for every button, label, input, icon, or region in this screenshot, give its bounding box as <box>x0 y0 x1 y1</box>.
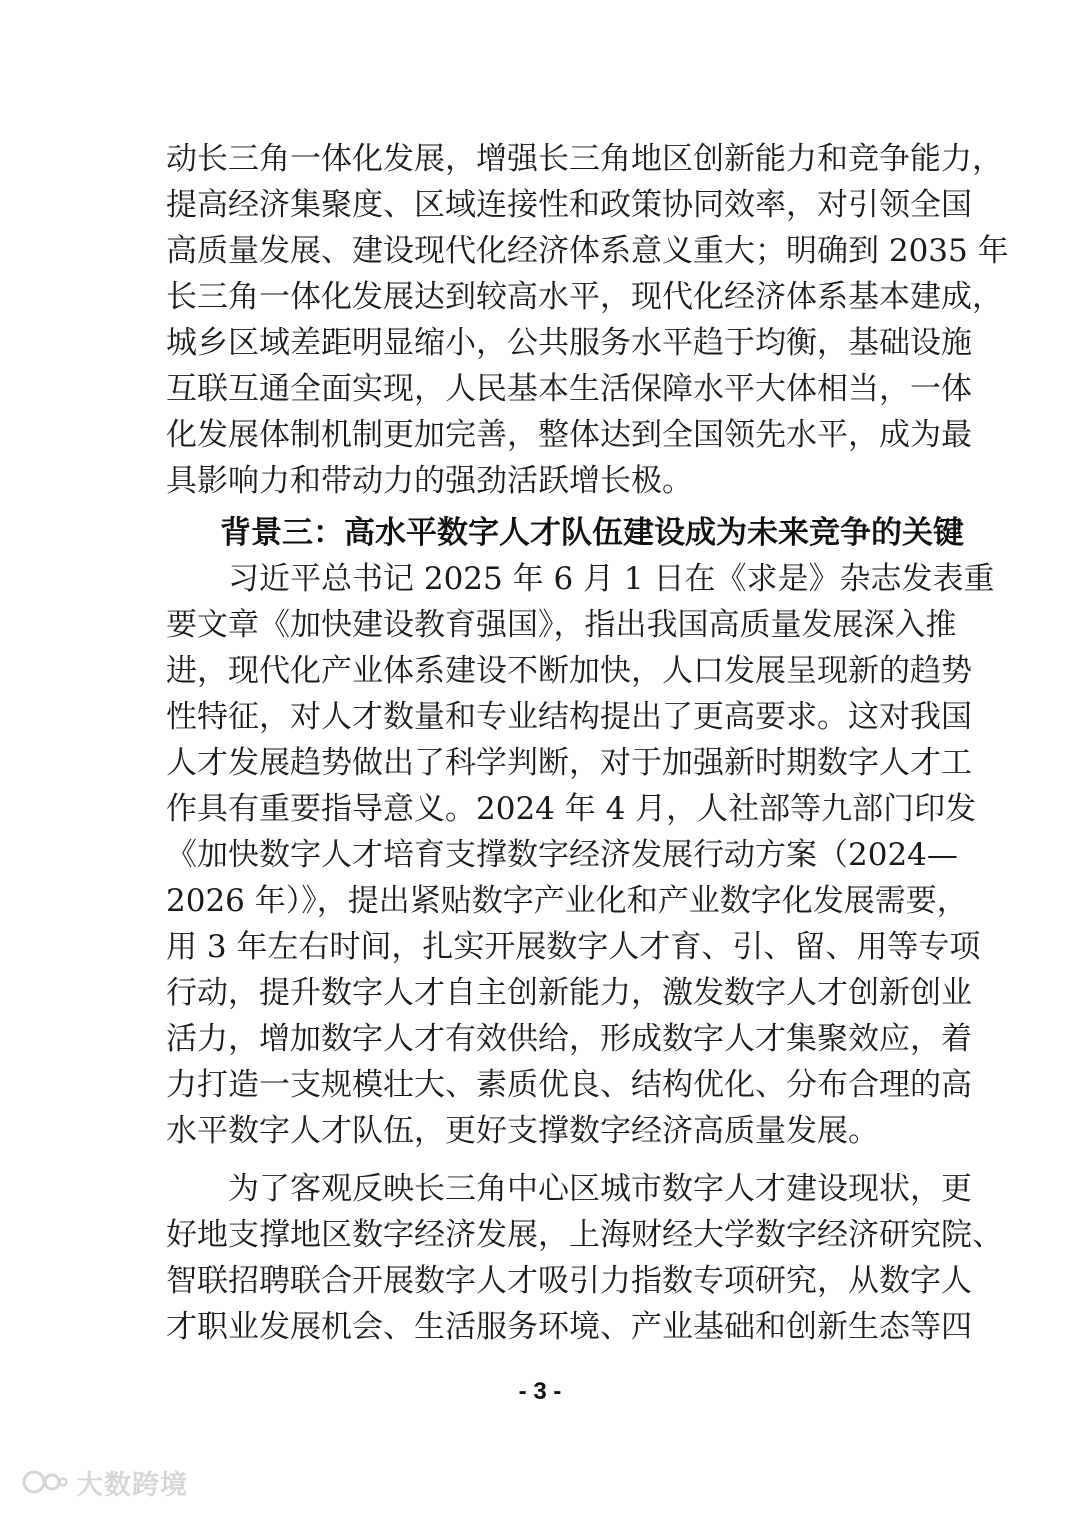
paragraph-line: 动长三角一体化发展，增强长三角地区创新能力和竞争能力， <box>166 141 1003 177</box>
paragraph-line: 长三角一体化发展达到较高水平，现代化经济体系基本建成， <box>166 279 1003 315</box>
paragraph-line: 互联互通全面实现，人民基本生活保障水平大体相当，一体 <box>166 371 972 407</box>
paragraph-line: 2026 年）》，提出紧贴数字产业化和产业数字化发展需要， <box>166 883 968 919</box>
paragraph-line: 要文章《加快建设教育强国》，指出我国高质量发展深入推 <box>166 607 957 643</box>
paragraph-line: 提高经济集聚度、区域连接性和政策协同效率，对引领全国 <box>166 187 972 223</box>
watermark-text: 大数跨境 <box>76 1469 188 1501</box>
paragraph-line: 作具有重要指导意义。2024 年 4 月，人社部等九部门印发 <box>166 791 977 827</box>
paragraph-line: 用 3 年左右时间，扎实开展数字人才育、引、留、用等专项 <box>166 929 981 965</box>
page-number: - 3 - <box>518 1378 562 1405</box>
paragraph-line: 人才发展趋势做出了科学判断，对于加强新时期数字人才工 <box>166 745 972 781</box>
watermark-logo-icon <box>22 1465 68 1499</box>
paragraph-line: 水平数字人才队伍，更好支撑数字经济高质量发展。 <box>166 1113 879 1149</box>
paragraph-line: 智联招聘联合开展数字人才吸引力指数专项研究，从数字人 <box>166 1263 972 1299</box>
section-heading: 背景三：高水平数字人才队伍建设成为未来竞争的关键 <box>220 515 964 551</box>
paragraph-line: 活力，增加数字人才有效供给，形成数字人才集聚效应，着 <box>166 1021 972 1057</box>
paragraph-line: 化发展体制机制更加完善，整体达到全国领先水平，成为最 <box>166 417 972 453</box>
paragraph-line: 城乡区域差距明显缩小，公共服务水平趋于均衡，基础设施 <box>166 325 972 361</box>
paragraph-line: 力打造一支规模壮大、素质优良、结构优化、分布合理的高 <box>166 1067 972 1103</box>
paragraph-line: 为了客观反映长三角中心区城市数字人才建设现状，更 <box>228 1171 972 1207</box>
paragraph-line: 才职业发展机会、生活服务环境、产业基础和创新生态等四 <box>166 1309 972 1345</box>
watermark <box>22 1462 188 1502</box>
paragraph-line: 《加快数字人才培育支撑数字经济发展行动方案（2024— <box>166 837 958 873</box>
paragraph-line: 习近平总书记 2025 年 6 月 1 日在《求是》杂志发表重 <box>228 561 995 597</box>
paragraph-line: 进，现代化产业体系建设不断加快，人口发展呈现新的趋势 <box>166 653 972 689</box>
paragraph-line: 性特征，对人才数量和专业结构提出了更高要求。这对我国 <box>166 699 972 735</box>
paragraph-line: 行动，提升数字人才自主创新能力，激发数字人才创新创业 <box>166 975 972 1011</box>
paragraph-line: 高质量发展、建设现代化经济体系意义重大；明确到 2035 年 <box>166 233 1009 269</box>
paragraph-line: 好地支撑地区数字经济发展，上海财经大学数字经济研究院、 <box>166 1217 1003 1253</box>
paragraph-line: 具影响力和带动力的强劲活跃增长极。 <box>166 463 693 499</box>
